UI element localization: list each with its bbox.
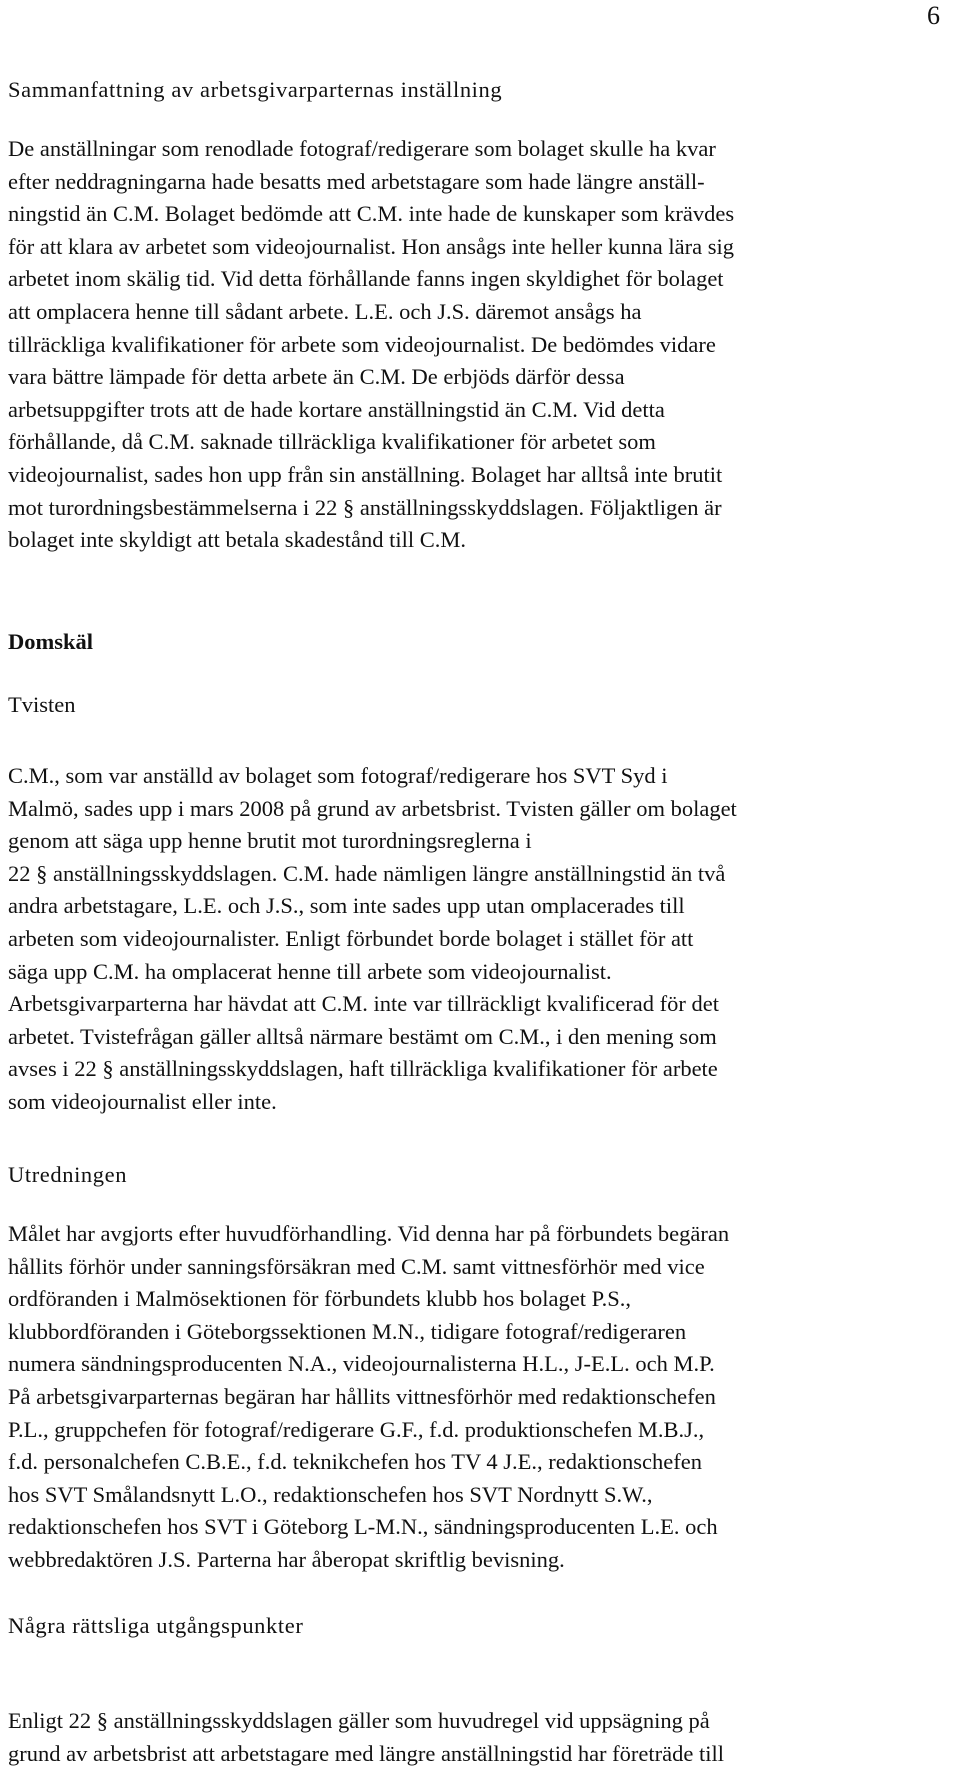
paragraph-employer-summary	[8, 133, 940, 557]
text-line: Enligt 22 § anställningsskyddslagen gäller som huvudregel vid uppsägning på	[8, 1708, 710, 1733]
page-number: 6	[927, 1, 940, 30]
text-line: vara bättre lämpade för detta arbete än C.M. De erbjöds därför dessa	[8, 364, 625, 390]
text-line: Malmö, sades upp i mars 2008 på grund av arbetsbrist. Tvisten gäller om bolaget	[8, 795, 737, 821]
text-line: 22 § anställningsskyddslagen. C.M. hade nämligen längre anställningstid än två	[8, 860, 726, 886]
text-line: för att klara av arbetet som videojournalist. Hon ansågs inte heller kunna lära sig	[8, 233, 735, 259]
text-line: f.d. personalchefen C.B.E., f.d. teknikchefen hos TV 4 J.E., redaktionschefen	[8, 1449, 702, 1475]
text-line: De anställningar som renodlade fotograf/redigerare som bolaget skulle ha kvar	[8, 136, 716, 161]
text-line: hos SVT Smålandsnytt L.O., redaktionschefen hos SVT Nordnytt S.W.,	[8, 1481, 653, 1507]
text-line: grund av arbetsbrist att arbetstagare med längre anställningstid har företräde till	[8, 1740, 724, 1766]
text-line: P.L., gruppchefen för fotograf/redigerare G.F., f.d. produktionschefen M.B.J.,	[8, 1416, 705, 1442]
text-line: arbeten som videojournalister. Enligt förbundet borde bolaget i stället för att	[8, 925, 694, 951]
text-line: På arbetsgivarparternas begäran har hållits vittnesförhör med redaktionschefen	[8, 1383, 716, 1409]
text-line: förhållande, då C.M. saknade tillräckliga kvalifikationer för arbetet som	[8, 429, 656, 455]
paragraph-tvisten	[8, 760, 940, 1119]
text-line: att omplacera henne till sådant arbete. L.E. och J.S. däremot ansågs ha	[8, 298, 642, 324]
paragraph-utredningen	[8, 1218, 940, 1577]
text-line: genom att säga upp henne brutit mot turordningsreglerna i	[8, 828, 532, 854]
text-line: bolaget inte skyldigt att betala skadestånd till C.M.	[8, 527, 467, 553]
section-heading-domskal: Domskäl	[8, 629, 94, 654]
section-heading-employer-summary: Sammanfattning av arbetsgivarparternas inställning	[8, 77, 503, 102]
section-heading-tvisten: Tvisten	[8, 692, 76, 717]
text-line: klubbordföranden i Göteborgssektionen M.N., tidigare fotograf/redigeraren	[8, 1318, 687, 1344]
text-line: tillräckliga kvalifikationer för arbete som videojournalist. De bedömdes vidare	[8, 331, 716, 357]
text-line: redaktionschefen hos SVT i Göteborg L-M.N., sändningsproducenten L.E. och	[8, 1514, 718, 1540]
text-line: säga upp C.M. ha omplacerat henne till arbete som videojournalist.	[8, 958, 612, 984]
text-line: hållits förhör under sanningsförsäkran med C.M. samt vittnesförhör med vice	[8, 1253, 705, 1279]
text-line: Målet har avgjorts efter huvudförhandling. Vid denna har på förbundets begäran	[8, 1221, 730, 1246]
text-line: arbetsuppgifter trots att de hade kortare anställningstid än C.M. Vid detta	[8, 396, 665, 422]
section-heading-legal-points: Några rättsliga utgångspunkter	[8, 1613, 304, 1638]
text-line: arbetet inom skälig tid. Vid detta förhållande fanns ingen skyldighet för bolaget	[8, 266, 724, 292]
text-line: Arbetsgivarparterna har hävdat att C.M. inte var tillräckligt kvalificerad för det	[8, 991, 719, 1017]
text-line: numera sändningsproducenten N.A., videojournalisterna H.L., J-E.L. och M.P.	[8, 1351, 715, 1377]
text-line: efter neddragningarna hade besatts med arbetstagare som hade längre anställ-	[8, 168, 705, 194]
text-line: andra arbetstagare, L.E. och J.S., som inte sades upp utan omplacerades till	[8, 893, 685, 919]
text-line: som videojournalist eller inte.	[8, 1088, 277, 1114]
section-heading-utredningen: Utredningen	[8, 1162, 128, 1187]
text-line: arbetet. Tvistefrågan gäller alltså närmare bestämt om C.M., i den mening som	[8, 1023, 717, 1049]
text-line: ordföranden i Malmösektionen för förbundets klubb hos bolaget P.S.,	[8, 1286, 632, 1312]
text-line: videojournalist, sades hon upp från sin anställning. Bolaget har alltså inte brutit	[8, 461, 723, 487]
text-line: mot turordningsbestämmelserna i 22 § anställningsskyddslagen. Följaktligen är	[8, 494, 722, 520]
text-line: webbredaktören J.S. Parterna har åberopat skriftlig bevisning.	[8, 1546, 565, 1572]
text-line: C.M., som var anställd av bolaget som fotograf/redigerare hos SVT Syd i	[8, 763, 668, 788]
text-line: avses i 22 § anställningsskyddslagen, haft tillräckliga kvalifikationer för arbete	[8, 1056, 718, 1082]
text-line: ningstid än C.M. Bolaget bedömde att C.M. inte hade de kunskaper som krävdes	[8, 201, 735, 227]
paragraph-legal-points	[8, 1705, 940, 1770]
